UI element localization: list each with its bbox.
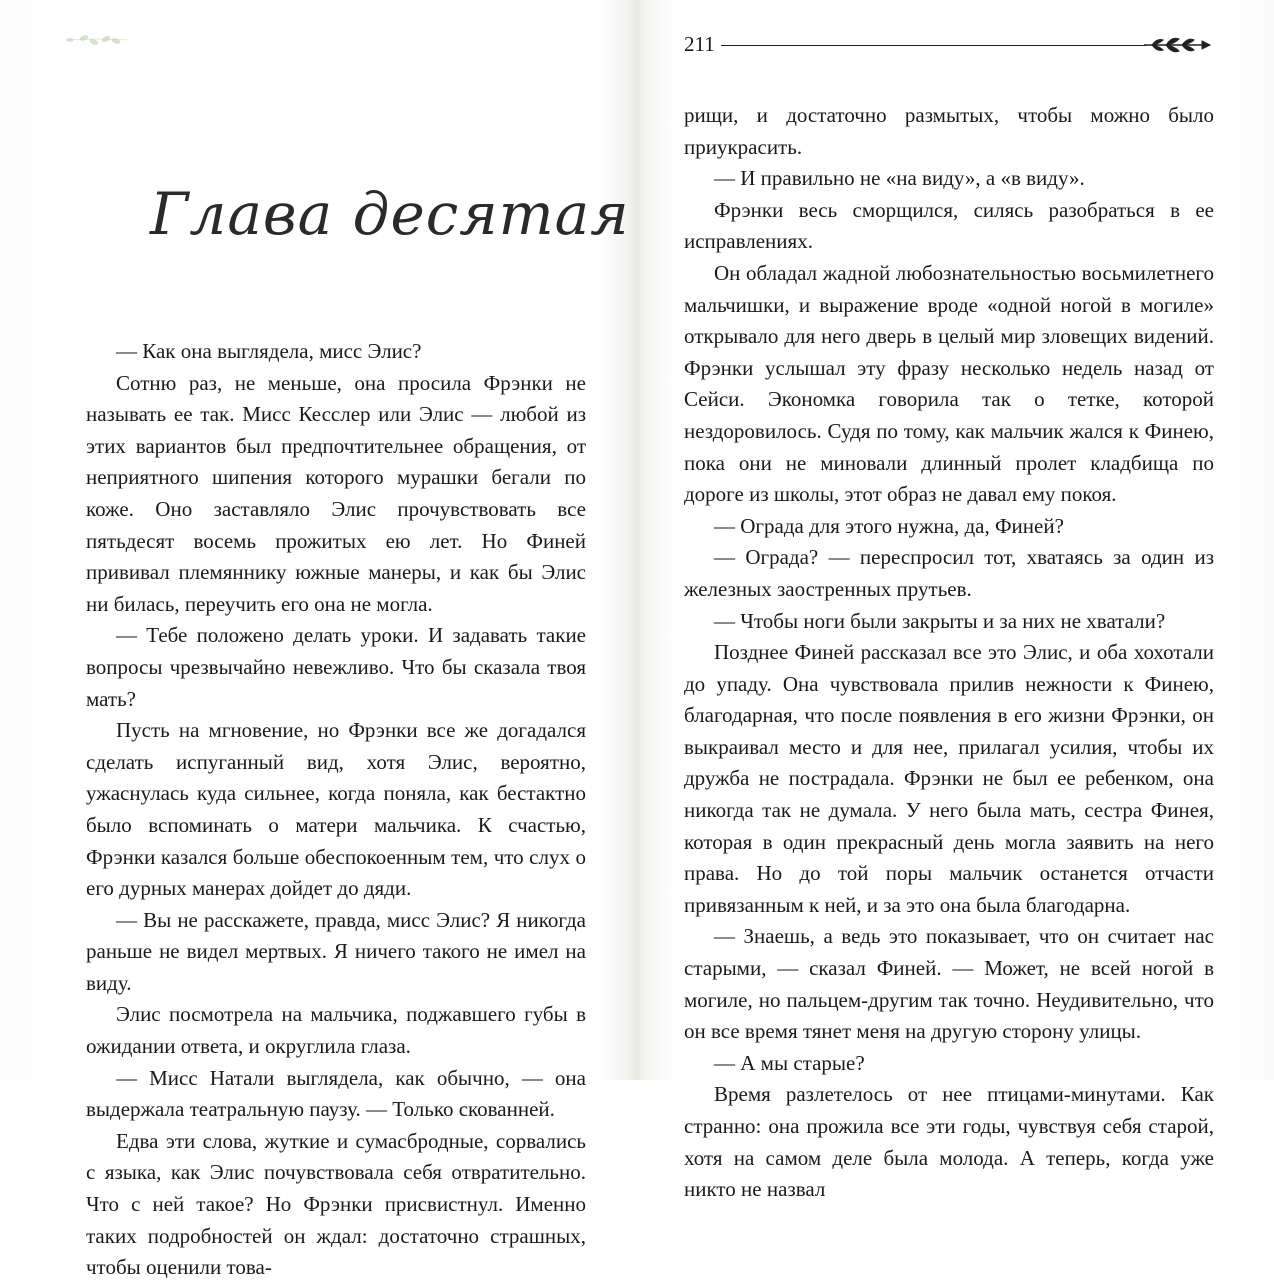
paragraph: Едва эти слова, жуткие и сумасбродные, сорвались с языка, как Элис почувствовала себя отвратительно. Что с ней такое? Но Фрэнки присвистнул. Именно таких подробностей он ждал: достаточно страшных, чтобы оценили това-	[86, 1128, 586, 1280]
paragraph: — Мисс Натали выглядела, как обычно, — она выдержала театральную паузу. — Только скованней.	[86, 1065, 586, 1122]
paragraph: — И правильно не «на виду», а «в виду».	[714, 166, 1085, 191]
paragraph: Сотню раз, не меньше, она просила Фрэнки не называть ее так. Мисс Кесслер или Элис — любой из этих вариантов был предпочтительнее обращения, от неприятного шипения которого мурашки бегали по коже. Оно заставляло Элис прочувствовать все пятьдесят восемь прожитых ею лет. Но Финей прививал племяннику южные манеры, и как бы Элис ни билась, переучить его она не могла.	[86, 370, 586, 616]
leaf-sprig-icon	[62, 30, 132, 50]
paragraph: — Тебе положено делать уроки. И задавать такие вопросы чрезвычайно невежливо. Что бы сказала твоя мать?	[86, 623, 586, 711]
paragraph: — Чтобы ноги были закрыты и за них не хватали?	[714, 608, 1166, 633]
header-rule	[721, 45, 1146, 46]
paragraph: — Ограда? — переспросил тот, хватаясь за один из железных заостренных прутьев.	[684, 545, 1214, 601]
paragraph: Позднее Финей рассказал все это Элис, и оба хохотали до упаду. Она чувствовала прилив нежности к Финею, благодарная, что после появления в его жизни Фрэнки, он выкраивал место и для нее, прилагал усилия, чтобы их дружба не пострадала. Фрэнки не был ее ребенком, она никогда так не думала. У него была мать, сестра Финея, которая в один прекрасный день могла заявить на него права. Но до той поры мальчик останется отчасти привязанным к ней, и за это она была благодарна.	[684, 640, 1214, 917]
chapter-title: Глава десятая	[150, 180, 630, 248]
paragraph: — Вы не расскажете, правда, мисс Элис? Я никогда раньше не видел мертвых. Я ничего такого не имел на виду.	[86, 907, 586, 995]
left-page	[0, 0, 637, 1280]
paragraph: Он обладал жадной любознательностью восьмилетнего мальчишки, и выражение вроде «одной ногой в могиле» открывало для него дверь в целый мир зловещих видений. Фрэнки услышал эту фразу несколько недель назад от Сейси. Экономка говорила так о тетке, которой нездоровилось. Судя по тому, как мальчик жался к Финею, пока они не миновали длинный пролет кладбища по дороге из школы, этот образ не давал ему покоя.	[684, 260, 1214, 507]
paragraph: — Ограда для этого нужна, да, Финей?	[714, 513, 1064, 538]
paragraph-continuation: рищи, и достаточно размытых, чтобы можно было приукрасить.	[684, 103, 1214, 159]
paragraph: Фрэнки весь сморщился, силясь разобраться в ее исправлениях.	[684, 197, 1214, 254]
paragraph: — А мы старые?	[714, 1050, 865, 1075]
right-page	[637, 0, 1274, 1202]
leaf-branch-ornament-icon	[1144, 32, 1216, 58]
paragraph: — Знаешь, а ведь это показывает, что он считает нас старыми, — сказал Финей. — Может, не всей ногой в могиле, но пальцем-другим так точно. Неудивительно, что он все время тянет меня на другую сторону улицы.	[684, 924, 1214, 1044]
right-page-text	[684, 100, 1214, 1206]
running-header	[684, 32, 1214, 62]
left-page-text	[86, 336, 586, 1284]
paragraph: Пусть на мгновение, но Фрэнки все же догадался сделать испуганный вид, хотя Элис, вероятно, ужаснулась куда сильнее, когда поняла, как бестактно было вспоминать о матери мальчика. К счастью, Фрэнки казался больше обеспокоенным тем, что слух о его дурных манерах дойдет до дяди.	[86, 718, 586, 901]
paragraph: — Как она выглядела, мисс Элис?	[116, 339, 422, 363]
page-number: 211	[684, 32, 715, 56]
paragraph: Время разлетелось от нее птицами-минутами. Как странно: она прожила все эти годы, чувствуя себя старой, хотя на самом деле была молода. А теперь, когда уже никто не назвал	[684, 1082, 1214, 1202]
paragraph: Элис посмотрела на мальчика, поджавшего губы в ожидании ответа, и округлила глаза.	[86, 1002, 586, 1059]
